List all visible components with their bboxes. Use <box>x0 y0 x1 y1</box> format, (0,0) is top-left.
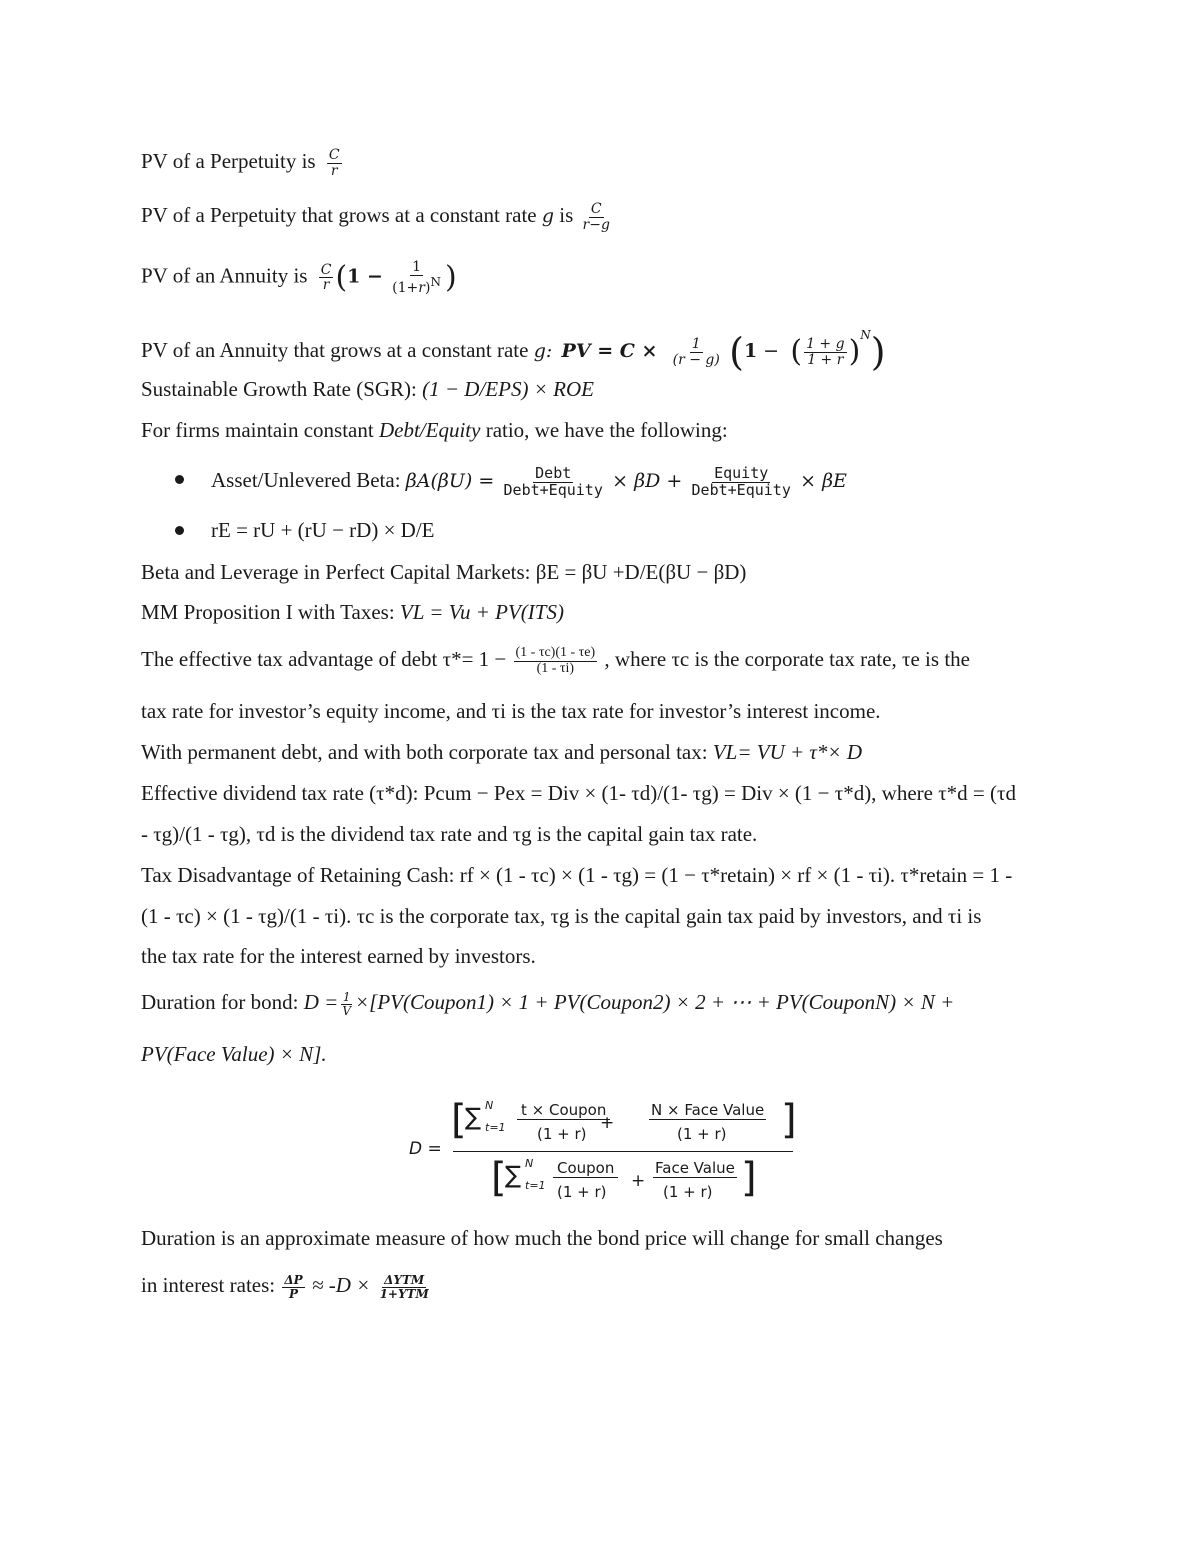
sgr-formula: (1 − D/EPS) × ROE <box>422 377 594 401</box>
sgr-text: Sustainable Growth Rate (SGR): <box>141 377 417 401</box>
beta-leverage-line: Beta and Leverage in Perfect Capital Markets: βE = βU +D/E(βU − βD) <box>141 560 747 584</box>
annuity-c-over-r: $\frac{C}{r}$ <box>320 261 332 294</box>
growing-annuity-rg-fraction: $\frac{1}{(r - g)}$ <box>672 336 720 368</box>
sgr-line <box>141 377 594 401</box>
return-equity-line: rE = rU + (rU − rD) × D/E <box>211 518 435 542</box>
annuity-text: PV of an Annuity is <box>141 263 308 288</box>
retaining-cash-line: Tax Disadvantage of Retaining Cash: rf × (1 - τc) × (1 - τg) = (1 − τ*retain) × rf × (1 - τi). τ*retain = 1 - <box>141 863 1013 887</box>
asset-beta-line: Asset/Unlevered Beta: βA(βU) = $\frac{\text{Debt}}{\text{Debt+Equity}}$ × βD + $\frac{\text{Equity}}{\text{Debt+Equity}}$ × βE <box>211 464 847 499</box>
growing-annuity-ratio: $\frac{1 + g}{1 + r}$ <box>806 336 845 368</box>
duration-line-2: PV(Face Value) × N]. <box>141 1042 327 1066</box>
dytm-fraction: $\frac{\text{ΔYTM}}{\text{1+YTM}}$ <box>379 1273 429 1301</box>
duration-line: Duration for bond: D = $\frac{1}{V}$ ×[PV(Coupon1) × 1 + PV(Coupon2) × 2 + ⋯ + PV(CouponN) × N + <box>141 990 955 1018</box>
annuity-inner-fraction: $\frac{1}{(1+r)N}$ <box>392 259 441 296</box>
interest-rates-line: in interest rates: $\frac{\Delta P}{P}$ ≈ -D × $\frac{\text{ΔYTM}}{\text{1+YTM}}$ <box>141 1273 429 1301</box>
effective-tax-line: The effective tax advantage of debt τ*= 1 − $\frac{(1 - \tau c)(1 - \tau e)}{(1 - \tau i)}$ , where τc is the corporate tax rate, τe is the <box>141 645 970 676</box>
dividend-tax-line: Effective dividend tax rate (τ*d): Pcum − Pex = Div × (1- τd)/(1- τg) = Div × (1 − τ*d), where τ*d = (τd <box>141 781 1016 805</box>
constant-ratio-line: For firms maintain constant Debt/Equity ratio, we have the following: <box>141 418 728 442</box>
retaining-cash-line-2: (1 - τc) × (1 - τg)/(1 - τi). τc is the corporate tax, τg is the capital gain tax paid by investors, and τi is <box>141 904 982 928</box>
debt-fraction: $\frac{\text{Debt}}{\text{Debt+Equity}}$ <box>503 464 603 499</box>
one-over-v-fraction: $\frac{1}{V}$ <box>342 990 351 1018</box>
perpetuity-fraction: $\frac{C}{r}$ <box>328 147 340 179</box>
growing-annuity-line: PV of an Annuity that grows at a constant rate g: PV = C × $\frac{1}{(r - g)}$ (1 − ( $\frac{1 + g}{1 + r}$ )$^N$) <box>141 328 886 375</box>
annuity-line: PV of an Annuity is $\frac{C}{r}$ (1 − $\frac{1}{(1+r)N}$ ) <box>141 259 457 296</box>
perpetuity-line <box>141 148 344 178</box>
permanent-debt-line: With permanent debt, and with both corporate tax and personal tax: VL= VU + τ*× D <box>141 740 863 764</box>
investor-tax-line: tax rate for investor’s equity income, and τi is the tax rate for investor’s interest income. <box>141 699 881 723</box>
duration-approx-line: Duration is an approximate measure of how much the bond price will change for small changes <box>141 1226 943 1250</box>
mm-proposition-line: MM Proposition I with Taxes: VL = Vu + PV(ITS) <box>141 600 564 624</box>
equity-fraction: $\frac{\text{Equity}}{\text{Debt+Equity}}$ <box>691 464 791 499</box>
dp-over-p-fraction: $\frac{\Delta P}{P}$ <box>284 1273 303 1301</box>
perpetuity-text: PV of a Perpetuity is <box>141 149 316 173</box>
growing-perpetuity-text: PV of a Perpetuity that grows at a constant rate <box>141 203 537 227</box>
tax-fraction: $\frac{(1 - \tau c)(1 - \tau e)}{(1 - \tau i)}$ <box>515 645 596 676</box>
bullet-dot <box>175 475 184 484</box>
retaining-cash-line-3: the tax rate for the interest earned by investors. <box>141 944 536 968</box>
growing-perpetuity-fraction: $\frac{C}{r-g}$ <box>582 201 610 233</box>
bullet-dot <box>175 526 184 535</box>
growing-perpetuity-line: PV of a Perpetuity that grows at a constant rate g is $\frac{C}{r-g}$ <box>141 201 610 233</box>
growing-annuity-text: PV of an Annuity that grows at a constant rate <box>141 338 529 362</box>
duration-formula: D = [ ∑ N t=1 t × Coupon (1 + r) + N × Face Value (1 + r) ] [ ∑ N t=1 Coupon (1 + r) + Face Value (1 + r) ] <box>409 1097 797 1201</box>
asset-beta-text: Asset/Unlevered Beta: <box>211 468 401 493</box>
dividend-tax-line-2: - τg)/(1 - τg), τd is the dividend tax rate and τg is the capital gain tax rate. <box>141 822 758 846</box>
